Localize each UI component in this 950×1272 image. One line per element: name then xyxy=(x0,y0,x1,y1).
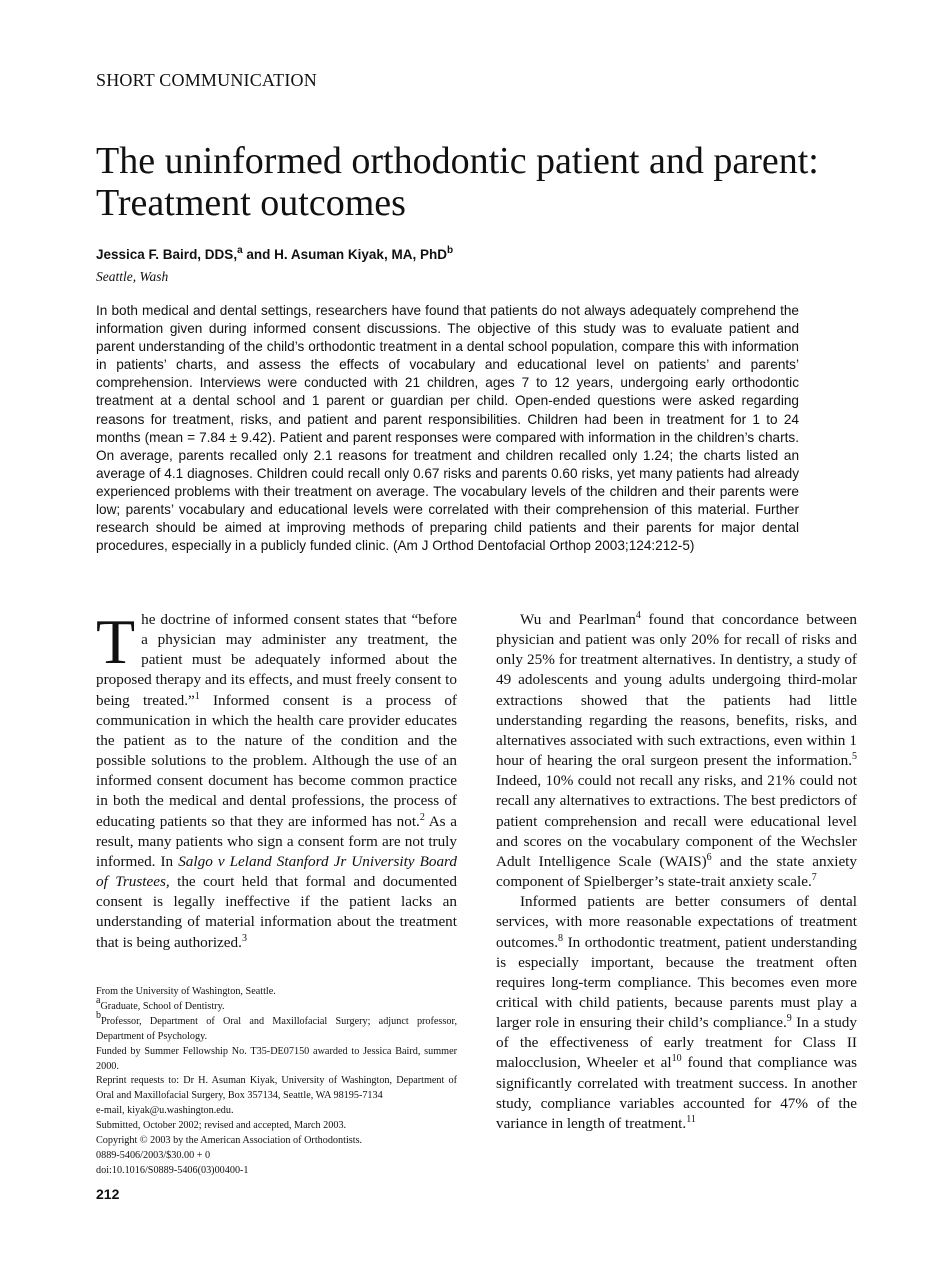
footnote-funding: Funded by Summer Fellowship No. T35-DE07150 awarded to Jessica Baird, summer 2000. xyxy=(96,1045,457,1072)
reference-2[interactable]: 2 xyxy=(419,811,425,823)
author-conjunction: and xyxy=(242,247,275,262)
reference-4[interactable]: 4 xyxy=(635,610,641,621)
paragraph-informed-patients: Informed patients are better consumers of dental services, with more reasonable expectations of treatment outcomes.$^8$ In orthodontic treatment, patient understanding is especially important, because the treatment often requires long-term compliance. This becomes even more critical with child patients, because parents must play a larger role in ensuring their child’s compliance.$^9$ In a study of the effectiveness of early treatment for Class II malocclusion, Wheeler et $al^{10}$ found that compliance was significantly correlated with treatment success. In another study, compliance variables accounted for 47% of the variance in length of treatment.$^{11}$ xyxy=(496,893,857,1132)
footnote-copyright: Copyright © 2003 by the American Association of Orthodontists. xyxy=(96,1135,363,1147)
reference-5[interactable]: 5 xyxy=(852,751,857,763)
affiliation: Seattle, Wash xyxy=(96,269,169,284)
footnote-doi[interactable]: doi:10.1016/S0889-5406(03)00400-1 xyxy=(96,1164,249,1176)
reference-11[interactable]: 11 xyxy=(686,1113,696,1125)
author-2: H. Asuman Kiyak, MA, PhD xyxy=(274,247,447,262)
author-line xyxy=(96,247,453,262)
author-1: Jessica F. Baird, DDS, xyxy=(96,247,238,262)
paragraph-wu-pearlman: Wu and Pearlman$^4$ found that concordance between physician and patient was only 20% for recall of risks and only 25% for treatment alternatives. In dentistry, a study of 49 adolescents and young adults undergoing third-molar extractions showed that the patients had little understanding regarding the reasons, benefits, risks, and alternatives associated with such extractions, even within 1 hour of hearing the oral surgeon present the information.$^5$ Indeed, 10% could not recall any risks, and 21% could not recall any alternatives to extractions. The best predictors of patient comprehension and recall were educational level and scores on the vocabulary component of the Wechsler Adult Intelligence Scale (WAIS)$^6$ and the state anxiety component of Spielberger’s state-trait anxiety scale.$^7$ xyxy=(496,610,857,891)
reference-8[interactable]: 8 xyxy=(558,932,564,944)
author-2-affil-mark: b xyxy=(446,245,454,256)
page-number: 212 xyxy=(96,1186,120,1202)
footnote-issn: 0889-5406/2003/$30.00 + 0 xyxy=(96,1149,211,1161)
footnote-from: From the University of Washington, Seattle. xyxy=(96,986,276,997)
author-1-affil-mark: a xyxy=(237,245,243,256)
footnote-reprint: Reprint requests to: Dr H. Asuman Kiyak, University of Washington, Department of Oral and Maxillofacial Surgery, Box 357134, Seattle, WA 98195-7134 xyxy=(96,1075,457,1102)
reference-10[interactable]: 10 xyxy=(671,1053,682,1065)
drop-cap: T xyxy=(96,606,136,677)
footnote-a: $^a$Graduate, School of Dentistry. xyxy=(96,994,225,1012)
body-column-right xyxy=(496,610,857,1134)
footnote-b: $^b$Professor, Department of Oral and Maxillofacial Surgery; adjunct professor, Department of Psychology. xyxy=(96,1009,457,1042)
reference-1[interactable]: 1 xyxy=(194,690,200,702)
intro-paragraph: The doctrine of informed consent states that “before a physician may administer any treatment, the patient must be adequately informed about the proposed therapy and its effects, and must freely consent to being treated.”$^1$ Informed consent is a process of communication in which the health care provider educates the patient as to the nature of the condition and the possible solutions to the problem. Although the use of an informed consent document has become common practice in both the medical and dental professions, the process of educating patients so that they are informed has not.$^2$ As a result, many patients who sign a consent form are not truly informed. In Salgo v Leland Stanford Jr University Board of Trustees, the court held that formal and documented consent is legally ineffective if the patient lacks an understanding of material information about the treatment that is being authorized.$^3$ xyxy=(96,606,457,951)
article-title xyxy=(96,140,876,224)
reference-9[interactable]: 9 xyxy=(786,1013,792,1025)
abstract: In both medical and dental settings, researchers have found that patients do not always adequately comprehend the information given during informed consent discussions. The objective of this study was to evaluate patient and parent understanding of the child’s orthodontic treatment in a dental school population, compare this with information in patients’ charts, and assess the effects of vocabulary and educational level on patients’ and parents’ comprehension. Interviews were conducted with 21 children, ages 7 to 12 years, undergoing early orthodontic treatment at a dental school and 1 parent or guardian per child. Open-ended questions were asked regarding reasons for treatment, risks, and patient and parent responsibilities. Children had been in treatment for 1 to 24 months (mean = 7.84 ± 9.42). Patient and parent responses were compared with information in the children’s charts. On average, parents recalled only 2.1 reasons for treatment and children recalled only 1.24; the charts listed an average of 4.1 diagnoses. Children could recall only 0.67 risks and parents 0.60 risks, yet many patients had already experienced problems with their treatment on average. The vocabulary levels of the children and their parents were low; parents’ vocabulary and educational levels were correlated with their comprehension of this material. Further research should be aimed at improving methods of preparing child patients and their parents for major dental procedures, especially in a publicly funded clinic. (Am J Orthod Dentofacial Orthop 2003;124:212-5) xyxy=(96,303,799,554)
title-line-1: The uninformed orthodontic patient and parent: xyxy=(96,140,819,182)
section-label: SHORT COMMUNICATION xyxy=(96,70,317,90)
case-name: Salgo v Leland Stanford Jr University Board of Trustees, xyxy=(96,852,457,891)
title-line-2: Treatment outcomes xyxy=(96,182,406,224)
footnote-submitted: Submitted, October 2002; revised and accepted, March 2003. xyxy=(96,1120,347,1132)
reference-3[interactable]: 3 xyxy=(241,932,247,944)
footnote-email[interactable]: e-mail, kiyak@u.washington.edu. xyxy=(96,1105,234,1117)
body-column-left xyxy=(96,606,457,953)
footnotes xyxy=(96,985,457,1179)
reference-7[interactable]: 7 xyxy=(811,872,817,884)
reference-6[interactable]: 6 xyxy=(706,851,712,863)
